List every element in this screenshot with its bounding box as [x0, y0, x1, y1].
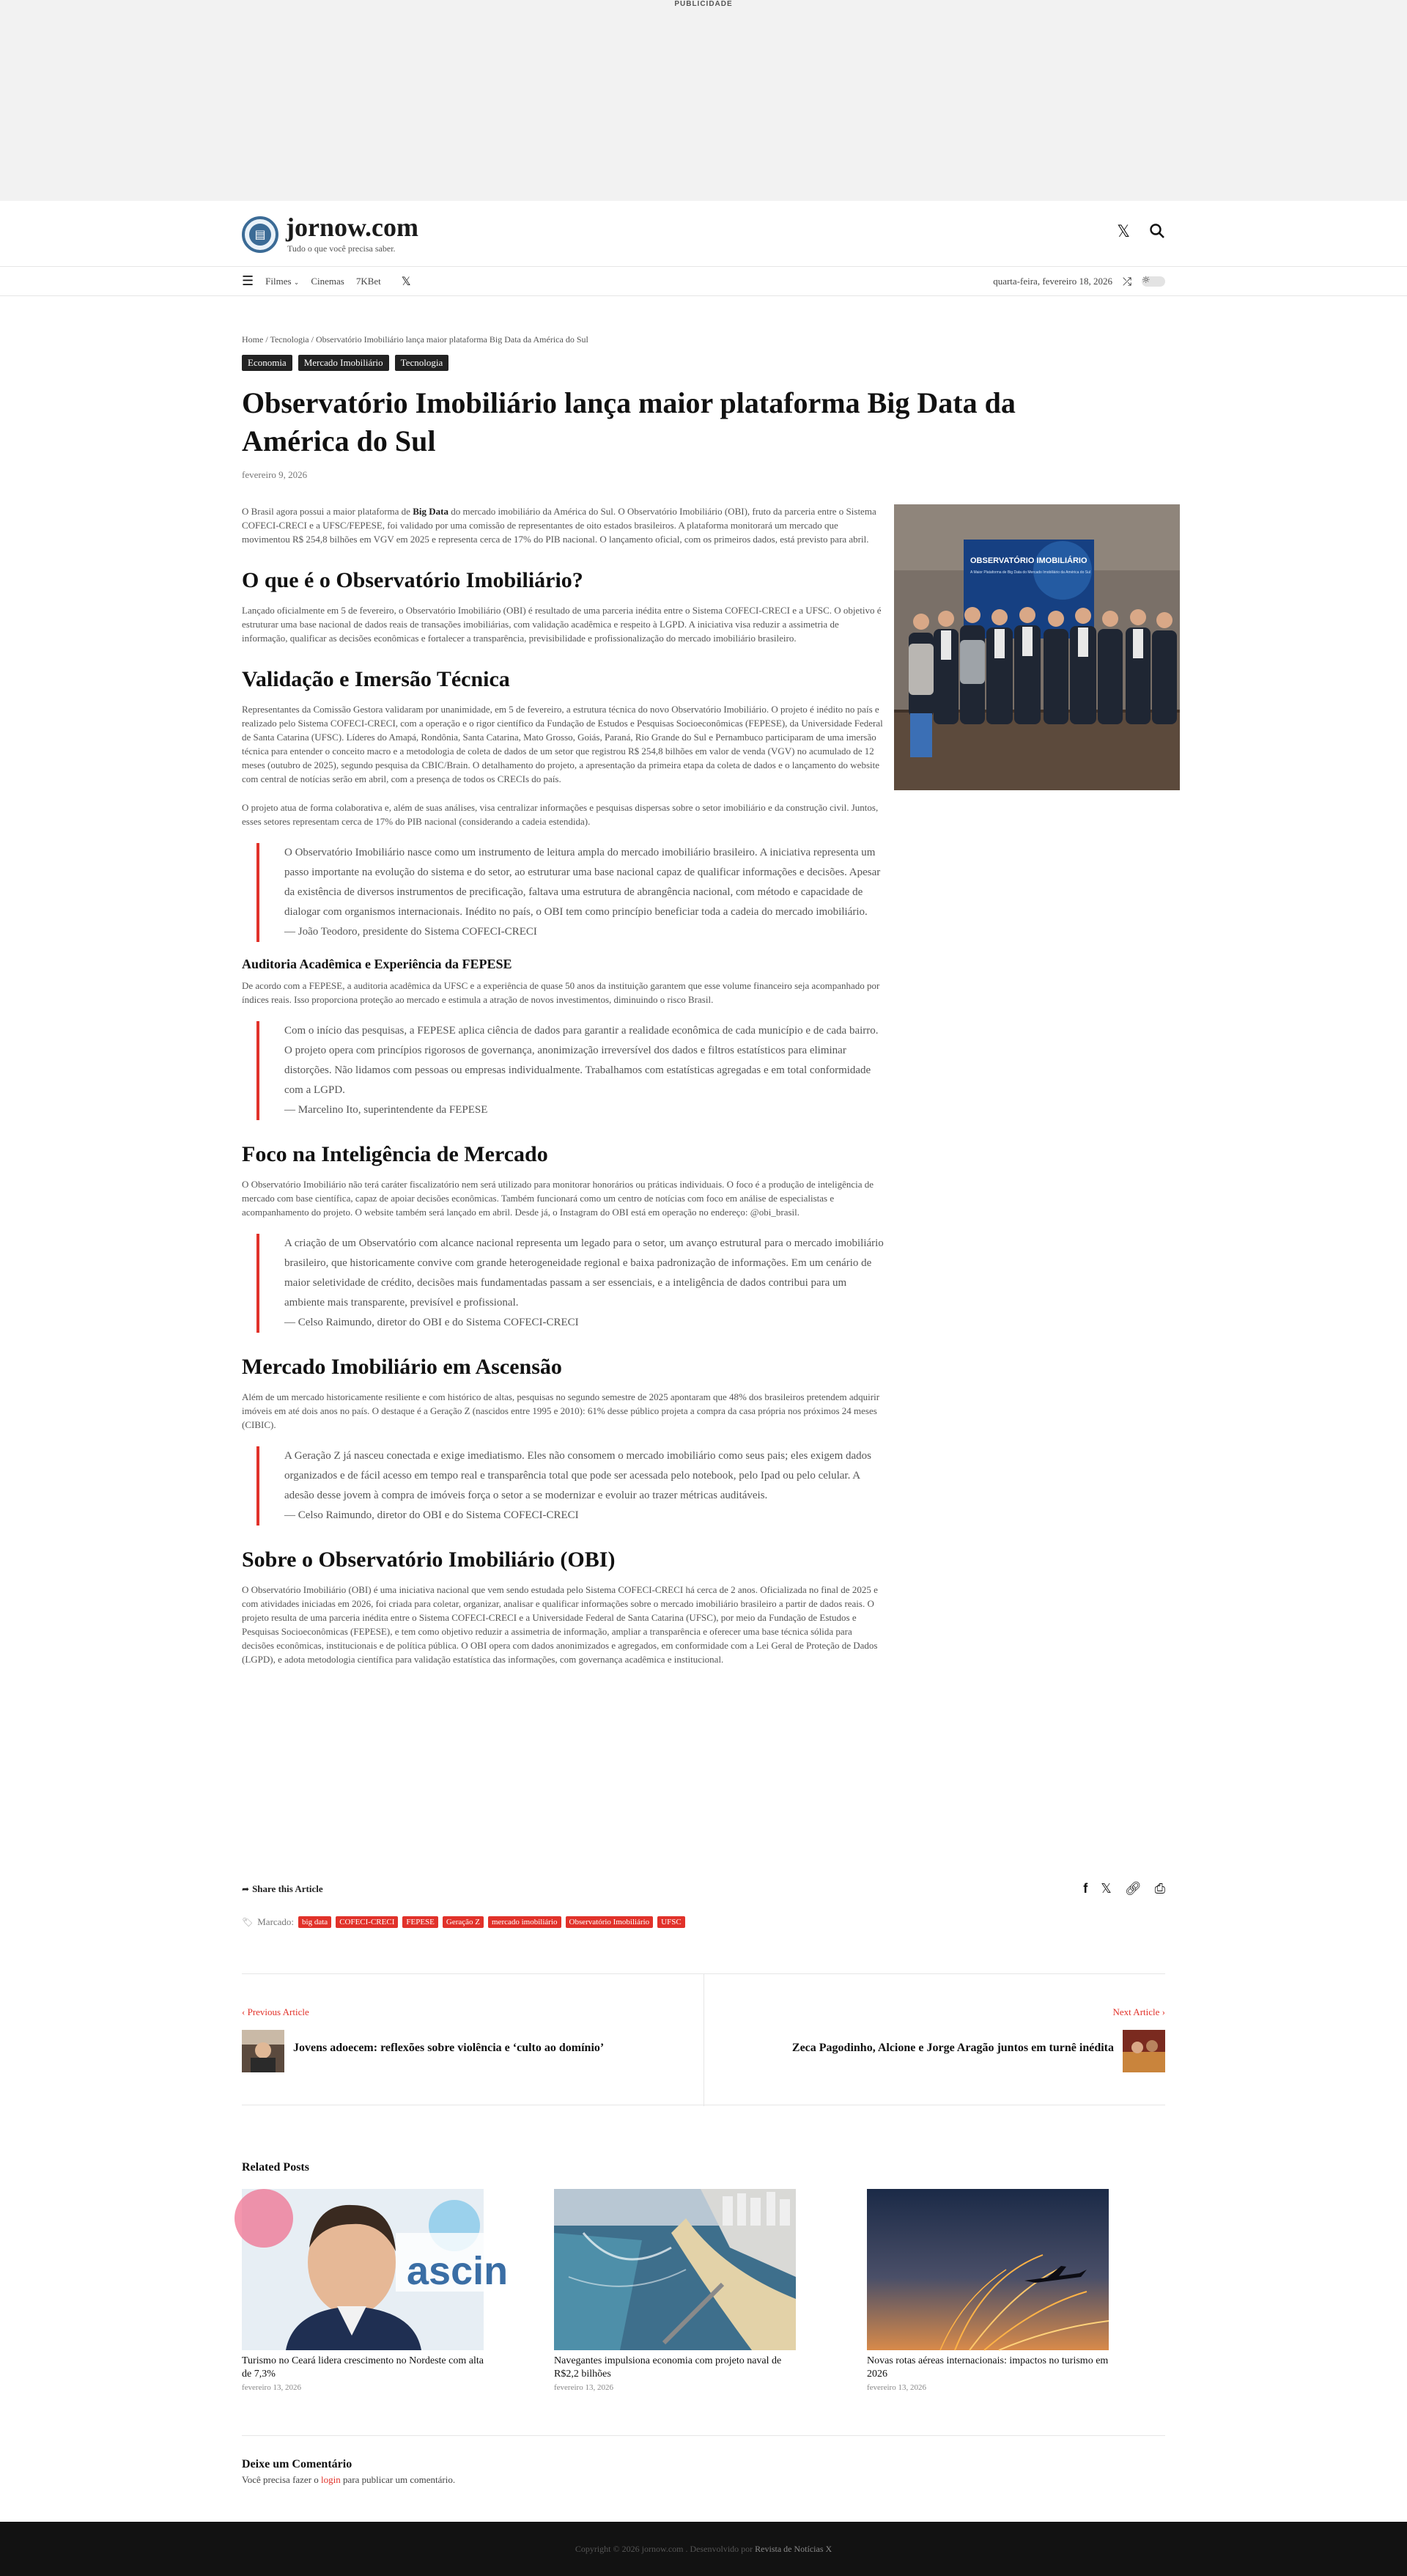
related-posts-heading: Related Posts: [242, 2161, 309, 2174]
previous-article-thumbnail[interactable]: [242, 2030, 284, 2072]
pull-quote: A Geração Z já nasceu conectada e exige imediatismo. Eles não consomem o mercado imobiliário como seus pais; eles exigem dados organizados e de fácil acesso em tempo real e transparência total que pode ser acessada pelo notebook, pelo Ipad ou pelo celular. A adesão desse jovem à compra de imóveis força o setor a se modernizar e evoluir ao trazer métricas auditáveis. — Celso Raimundo, diretor do OBI e do Sistema COFECI-CRECI: [256, 1446, 887, 1526]
site-tagline: Tudo o que você precisa saber.: [287, 243, 396, 254]
tag-icon: 🏷︎: [242, 1917, 254, 1927]
category-tecnologia[interactable]: Tecnologia: [395, 355, 449, 371]
tag-fepese[interactable]: FEPESE: [402, 1916, 438, 1928]
pull-quote: O Observatório Imobiliário nasce como um instrumento de leitura ampla do mercado imobiliário brasileiro. A iniciativa representa um passo importante na evolução do sistema e do setor, ao estruturar uma base nacional capaz de qualificar informações e decisões. Apesar da existência de diversos instrumentos de precificação, faltava uma estrutura de abrangência nacional, com método e capacidade de dialogar com organismos internacionais. Inédito no país, o OBI tem como princípio beneficiar toda a cadeia do mercado imobiliário. — João Teodoro, presidente do Sistema COFECI-CRECI: [256, 843, 887, 942]
related-post-image[interactable]: [554, 2189, 796, 2350]
subsection-heading: Auditoria Acadêmica e Experiência da FEPESE: [242, 957, 512, 971]
paragraph: O Observatório Imobiliário não terá caráter fiscalizatório nem será utilizado para monitorar honorários ou práticas individuais. O foco é a produção de inteligência de mercado com base científica, capaz de apoiar decisões econômicas. Também funcionará como um centro de notícias com foco em análise de especialistas e acompanhamento do projeto. O website também será lançado em abril. Desde já, o Instagram do OBI está em operação no endereço: @obi_brasil.: [242, 1179, 874, 1218]
facebook-icon[interactable]: f: [1083, 1881, 1088, 1896]
tag-mercado-imobiliario[interactable]: mercado imobiliário: [488, 1916, 561, 1928]
article-date: fevereiro 9, 2026: [242, 469, 308, 480]
related-post[interactable]: [867, 2189, 1109, 2392]
paragraph: Além de um mercado historicamente resiliente e com histórico de altas, pesquisas no segundo semestre de 2025 apontaram que 48% dos brasileiros pretendem adquirir imóveis em até dois anos no país. O destaque é a Geração Z (nascidos entre 1995 e 2010): 61% desse público projeta a compra da casa própria nos próximos 24 meses (CIBIC).: [242, 1391, 880, 1430]
article-body: [242, 504, 887, 1681]
share-icon: ➦: [242, 1884, 250, 1894]
related-post-date: fevereiro 13, 2026: [242, 2383, 301, 2392]
comment-login-notice: Você precisa fazer o login para publicar um comentário.: [242, 2474, 456, 2485]
site-name: jornow.com: [286, 213, 418, 242]
category-economia[interactable]: Economia: [242, 355, 292, 371]
breadcrumb-current: Observatório Imobiliário lança maior plataforma Big Data da América do Sul: [315, 334, 588, 345]
related-post-title[interactable]: Novas rotas aéreas internacionais: impactos no turismo em 2026: [867, 2355, 1109, 2380]
current-date: quarta-feira, fevereiro 18, 2026: [993, 276, 1112, 287]
breadcrumb-home[interactable]: Home: [242, 334, 264, 345]
developer-link[interactable]: Revista de Notícias X: [755, 2544, 832, 2554]
chevron-right-icon: ›: [1162, 2006, 1165, 2017]
section-heading: Validação e Imersão Técnica: [242, 667, 510, 691]
tags-label: Marcado:: [257, 1916, 295, 1927]
pull-quote: A criação de um Observatório com alcance nacional representa um legado para o setor, um avanço estrutural para o mercado imobiliário brasileiro, que historicamente convive com grande heterogeneidade regional e baixa padronização de informações. Em um cenário de maior seletividade de crédito, decisões mais fundamentadas passam a ser essenciais, e a inteligência de dados contribui para um ambiente mais transparente, previsível e profissional. — Celso Raimundo, diretor do OBI e do Sistema COFECI-CRECI: [256, 1234, 887, 1333]
site-logo[interactable]: [242, 214, 418, 254]
quote-attribution: — Marcelino Ito, superintendente da FEPESE: [284, 1104, 488, 1116]
breadcrumb-section[interactable]: Tecnologia: [270, 334, 309, 345]
paragraph: Lançado oficialmente em 5 de fevereiro, o Observatório Imobiliário (OBI) é resultado de uma parceria inédita entre o Sistema COFECI-CRECI e a UFSC. O objetivo é estruturar uma base nacional de dados reais de transações imobiliárias, com validação acadêmica e respeito à LGPD. A iniciativa visa reduzir a assimetria de informação, qualificar as decisões econômicas e fortalecer a transparência, previsibilidade e profissionalização do mercado imobiliário brasileiro.: [242, 605, 882, 644]
article-intro: O Brasil agora possui a maior plataforma de Big Data do mercado imobiliário da América do Sul. O Observatório Imobiliário (OBI), fruto da parceria entre o Sistema COFECI-CRECI e a UFSC/FEPESE, foi validado por uma comissão de representantes de oito estados brasileiros. A plataforma monitorará um mercado que movimentou R$ 254,8 bilhões em VGV em 2025 e representa cerca de 17% do PIB nacional. O lançamento oficial, com os primeiros dados, está previsto para abril.: [242, 506, 876, 545]
x-icon[interactable]: 𝕏: [1101, 1881, 1112, 1896]
related-post-date: fevereiro 13, 2026: [867, 2383, 926, 2392]
share-bar: [242, 1883, 1165, 1900]
section-heading: Foco na Inteligência de Mercado: [242, 1142, 548, 1166]
quote-attribution: — Celso Raimundo, diretor do OBI e do Sistema COFECI-CRECI: [284, 1317, 579, 1328]
related-post-title[interactable]: Turismo no Ceará lidera crescimento no Nordeste com alta de 7,3%: [242, 2355, 484, 2380]
related-post-title[interactable]: Navegantes impulsiona economia com projeto naval de R$2,2 bilhões: [554, 2355, 782, 2380]
previous-article-link[interactable]: ‹ Previous Article: [242, 2006, 309, 2017]
login-link[interactable]: login: [321, 2474, 341, 2485]
comment-section: [242, 2435, 1165, 2486]
breadcrumb: [242, 334, 588, 345]
section-heading: Sobre o Observatório Imobiliário (OBI): [242, 1548, 616, 1572]
related-post-image[interactable]: [867, 2189, 1109, 2350]
tag-geracao-z[interactable]: Geração Z: [443, 1916, 484, 1928]
copyright-text: Copyright © 2026 jornow.com . Desenvolvido por: [575, 2544, 756, 2554]
tag-observatorio-imobiliario[interactable]: Observatório Imobiliário: [566, 1916, 654, 1928]
feature-image[interactable]: [894, 504, 1180, 790]
menu-icon[interactable]: ☰: [242, 273, 254, 289]
nav-item-cinemas[interactable]: Cinemas: [311, 275, 344, 287]
logo-emblem: ▤: [242, 216, 278, 253]
chevron-left-icon: ‹: [242, 2006, 245, 2017]
chevron-down-icon: ⌄: [293, 279, 300, 287]
related-post-date: fevereiro 13, 2026: [554, 2383, 613, 2392]
section-heading: O que é o Observatório Imobiliário?: [242, 568, 583, 592]
screen-subtitle: A Maior Plataforma de Big Data do Mercado Imobiliário da América do Sul: [970, 570, 1090, 575]
category-mercado-imobiliario[interactable]: Mercado Imobiliário: [298, 355, 389, 371]
sun-icon: ☼: [1142, 275, 1151, 286]
related-post[interactable]: [242, 2189, 509, 2392]
link-icon[interactable]: 🔗︎: [1124, 1881, 1142, 1896]
print-icon[interactable]: ⎙: [1154, 1881, 1165, 1896]
tag-ufsc[interactable]: UFSC: [657, 1916, 685, 1928]
tag-big-data[interactable]: big data: [298, 1916, 331, 1928]
related-post[interactable]: [554, 2189, 796, 2392]
comment-heading: Deixe um Comentário: [242, 2458, 352, 2470]
quote-attribution: — Celso Raimundo, diretor do OBI e do Sistema COFECI-CRECI: [284, 1509, 579, 1521]
share-label: Share this Article: [252, 1883, 323, 1894]
sign-text: ascin: [407, 2249, 509, 2293]
site-header: [0, 201, 1407, 267]
ad-label: PUBLICIDADE: [674, 0, 733, 8]
next-article-thumbnail[interactable]: [1123, 2030, 1165, 2072]
x-icon[interactable]: 𝕏: [1117, 223, 1130, 241]
quote-attribution: — João Teodoro, presidente do Sistema COFECI-CRECI: [284, 926, 537, 938]
next-article-link[interactable]: Next Article ›: [1112, 2006, 1165, 2017]
tag-cofeci-creci[interactable]: COFECI-CRECI: [336, 1916, 398, 1928]
dark-mode-toggle[interactable]: [1142, 276, 1165, 287]
breadcrumb-separator: /: [311, 334, 314, 345]
nav-item-7kbet[interactable]: 7KBet: [355, 275, 381, 287]
site-footer: [0, 2522, 1407, 2576]
shuffle-icon[interactable]: ⤮: [1122, 275, 1131, 288]
nav-bar: [0, 267, 1407, 296]
paragraph: De acordo com a FEPESE, a auditoria acadêmica da UFSC e a experiência de quase 50 anos da instituição garantem que esse volume financeiro seja acompanhado por índices reais. Isso proporciona proteção ao mercado e estimula a atração de novos investimentos, diminuindo o risco Brasil.: [242, 980, 880, 1005]
next-article-title[interactable]: Zeca Pagodinho, Alcione e Jorge Aragão juntos em turnê inédita: [791, 2042, 1114, 2054]
search-icon[interactable]: [1149, 223, 1165, 243]
article-title: Observatório Imobiliário lança maior plataforma Big Data da América do Sul: [242, 386, 1016, 457]
category-badges: [242, 355, 448, 371]
paragraph: O projeto atua de forma colaborativa e, além de suas análises, visa centralizar informações e pesquisas dispersas sobre o setor imobiliário e da construção civil. Juntos, esses setores representam cerca de 17% do PIB nacional (considerando a cadeia estendida).: [242, 802, 879, 827]
screen-title: OBSERVATÓRIO IMOBILIÁRIO: [970, 556, 1087, 565]
x-icon[interactable]: 𝕏: [401, 274, 411, 288]
post-navigation: [242, 1973, 1165, 2105]
paragraph: Representantes da Comissão Gestora validaram por unanimidade, em 5 de fevereiro, a estrutura técnica do novo Observatório Imobiliário. O projeto é inédito no país e realizado pelo Sistema COFECI-CRECI, com a operação e o rigor científico da Fundação de Estudos e Pesquisas Socioeconômicas (FEPESE), da Universidade Federal de Santa Catarina (UFSC). Líderes do Amapá, Rondônia, Santa Catarina, Mato Grosso, Goiás, Paraná, Rio Grande do Sul e Pernambuco participaram de uma imersão técnica para entender o conceito macro e a metodologia de coleta de dados de um setor que registrou R$ 254,8 bilhões em valor de venda (VGV) no acumulado de 12 meses (outubro de 2025), segundo pesquisa da CBIC/Brain. O detalhamento do projeto, a apresentação da primeira etapa da coleta de dados e o lançamento do website com central de notícias serão em abril, com a presença de todos os CRECIs do país.: [242, 704, 883, 784]
breadcrumb-separator: /: [265, 334, 268, 345]
paragraph: O Observatório Imobiliário (OBI) é uma iniciativa nacional que vem sendo estudada pelo Sistema COFECI-CRECI há cerca de 2 anos. Oficializada no final de 2025 e com atividades iniciadas em 2026, foi criada para coletar, organizar, analisar e qualificar informações sobre o mercado imobiliário brasileiro a partir de dados reais. O projeto resulta de uma parceria inédita entre o Sistema COFECI-CRECI e a Universidade Federal de Santa Catarina (UFSC), por meio da Fundação de Estudos e Pesquisas Socioeconômicas (FEPESE), e tem como objetivo reduzir a assimetria de informação, ampliar a transparência e oferecer uma base técnica sólida para decisões econômicas, institucionais e de política pública. O OBI opera com dados anonimizados e agregados, em conformidade com a Lei Geral de Proteção de Dados (LGPD), e adota metodologia científica para validação estatística das informações, com governança acadêmica e institucional.: [242, 1584, 878, 1665]
pull-quote: Com o início das pesquisas, a FEPESE aplica ciência de dados para garantir a realidade econômica de cada município e de cada bairro. O projeto opera com princípios rigorosos de governança, anonimização irreversível dos dados e filtros estatísticos para eliminar distorções. Não lidamos com pessoas ou empresas individualmente. Trabalhamos com estatísticas agregadas e em total conformidade com a LGPD. — Marcelino Ito, superintendente da FEPESE: [256, 1021, 887, 1120]
nav-item-filmes[interactable]: Filmes ⌄: [265, 275, 300, 287]
related-post-image[interactable]: [242, 2189, 509, 2350]
advertisement-zone: [0, 0, 1407, 201]
previous-article-title[interactable]: Jovens adoecem: reflexões sobre violência e ‘culto ao domínio’: [293, 2042, 605, 2054]
section-heading: Mercado Imobiliário em Ascensão: [242, 1355, 562, 1379]
tag-list: [242, 1916, 685, 1928]
